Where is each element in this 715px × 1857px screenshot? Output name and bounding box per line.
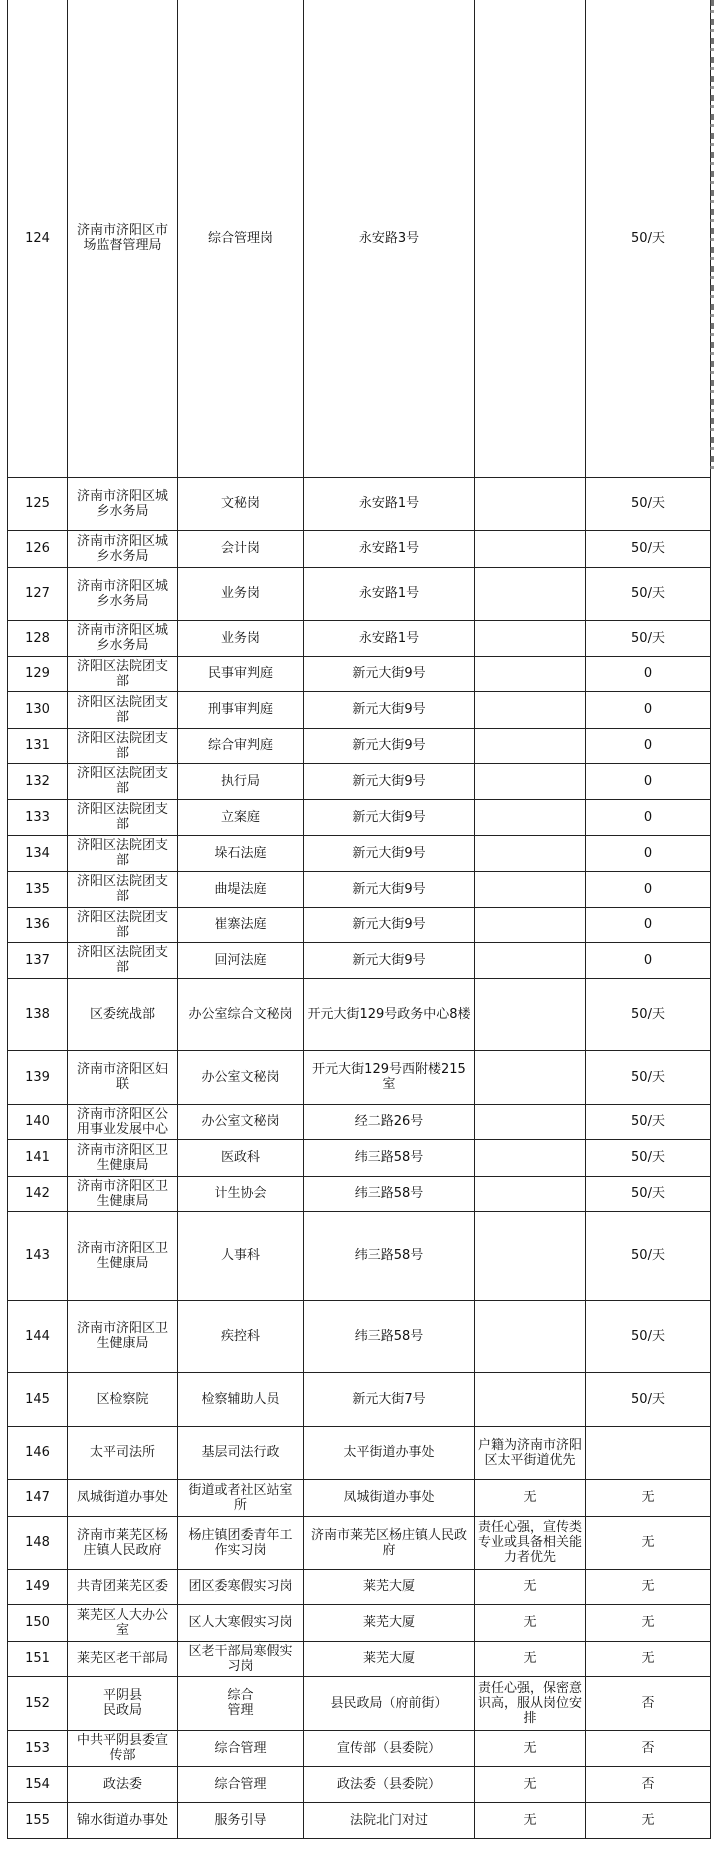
address-cell: 永安路1号: [304, 620, 475, 656]
requirement-cell: [475, 1372, 586, 1426]
requirement-cell: [475, 1211, 586, 1300]
position-cell: 综合管理: [178, 1766, 304, 1802]
row-number-cell: 144: [8, 1300, 68, 1372]
requirement-cell: 责任心强，宣传类专业或具备相关能力者优先: [475, 1516, 586, 1569]
address-cell: 新元大街9号: [304, 656, 475, 691]
address-cell: 新元大街9号: [304, 835, 475, 871]
position-cell: 团区委寒假实习岗: [178, 1569, 304, 1604]
unit-cell: 平阴县 民政局: [68, 1676, 178, 1730]
requirement-cell: 无: [475, 1569, 586, 1604]
unit-cell: 济阳区法院团支部: [68, 691, 178, 728]
position-cell: 回河法庭: [178, 942, 304, 978]
requirement-cell: [475, 799, 586, 835]
requirement-cell: 无: [475, 1641, 586, 1676]
unit-cell: 济阳区法院团支部: [68, 656, 178, 691]
unit-cell: 济南市济阳区卫生健康局: [68, 1300, 178, 1372]
pay-cell: 50/天: [586, 477, 711, 530]
row-number-cell: 145: [8, 1372, 68, 1426]
address-cell: 莱芜大厦: [304, 1569, 475, 1604]
pay-cell: 无: [586, 1479, 711, 1516]
row-number-cell: 137: [8, 942, 68, 978]
unit-cell: 区委统战部: [68, 978, 178, 1050]
position-cell: 文秘岗: [178, 477, 304, 530]
address-cell: 新元大街9号: [304, 799, 475, 835]
table-row: [8, 1802, 711, 1838]
requirement-cell: 无: [475, 1802, 586, 1838]
position-cell: 医政科: [178, 1139, 304, 1176]
requirement-cell: 无: [475, 1479, 586, 1516]
row-number-cell: 125: [8, 477, 68, 530]
requirement-cell: 无: [475, 1766, 586, 1802]
table-row: [8, 1766, 711, 1802]
row-number-cell: 124: [8, 0, 68, 477]
pay-cell: 否: [586, 1676, 711, 1730]
address-cell: 太平街道办事处: [304, 1426, 475, 1479]
pay-cell: [586, 1426, 711, 1479]
row-number-cell: 140: [8, 1104, 68, 1139]
table-row: [8, 656, 711, 691]
requirement-cell: [475, 530, 586, 567]
table-body: [8, 0, 711, 1838]
position-cell: 刑事审判庭: [178, 691, 304, 728]
row-number-cell: 139: [8, 1050, 68, 1104]
position-cell: 检察辅助人员: [178, 1372, 304, 1426]
requirement-cell: [475, 1050, 586, 1104]
position-cell: 街道或者社区站室所: [178, 1479, 304, 1516]
table-row: [8, 0, 711, 477]
pay-cell: 50/天: [586, 530, 711, 567]
table-row: [8, 1176, 711, 1211]
unit-cell: 太平司法所: [68, 1426, 178, 1479]
requirement-cell: 无: [475, 1730, 586, 1766]
row-number-cell: 138: [8, 978, 68, 1050]
table-row: [8, 477, 711, 530]
address-cell: 法院北门对过: [304, 1802, 475, 1838]
unit-cell: 政法委: [68, 1766, 178, 1802]
row-number-cell: 152: [8, 1676, 68, 1730]
address-cell: 济南市莱芜区杨庄镇人民政府: [304, 1516, 475, 1569]
pay-cell: 无: [586, 1641, 711, 1676]
document-sheet: [7, 0, 710, 1839]
requirement-cell: [475, 1104, 586, 1139]
table-row: [8, 871, 711, 907]
unit-cell: 莱芜区人大办公室: [68, 1604, 178, 1641]
address-cell: 新元大街9号: [304, 691, 475, 728]
pay-cell: 无: [586, 1604, 711, 1641]
address-cell: 宣传部（县委院）: [304, 1730, 475, 1766]
table-row: [8, 835, 711, 871]
position-cell: 办公室综合文秘岗: [178, 978, 304, 1050]
pay-cell: 0: [586, 656, 711, 691]
table-row: [8, 1372, 711, 1426]
row-number-cell: 148: [8, 1516, 68, 1569]
row-number-cell: 134: [8, 835, 68, 871]
row-number-cell: 142: [8, 1176, 68, 1211]
position-cell: 杨庄镇团委青年工作实习岗: [178, 1516, 304, 1569]
row-number-cell: 151: [8, 1641, 68, 1676]
pay-cell: 50/天: [586, 1050, 711, 1104]
row-number-cell: 130: [8, 691, 68, 728]
table-row: [8, 1300, 711, 1372]
address-cell: 纬三路58号: [304, 1211, 475, 1300]
row-number-cell: 132: [8, 763, 68, 799]
table-row: [8, 1676, 711, 1730]
row-number-cell: 131: [8, 728, 68, 763]
pay-cell: 0: [586, 835, 711, 871]
address-cell: 开元大街129号西附楼215室: [304, 1050, 475, 1104]
unit-cell: 济南市济阳区城乡水务局: [68, 567, 178, 620]
positions-table: [7, 0, 711, 1839]
requirement-cell: [475, 1139, 586, 1176]
unit-cell: 济南市济阳区卫生健康局: [68, 1211, 178, 1300]
row-number-cell: 126: [8, 530, 68, 567]
table-row: [8, 763, 711, 799]
requirement-cell: 户籍为济南市济阳区太平街道优先: [475, 1426, 586, 1479]
pay-cell: 50/天: [586, 1104, 711, 1139]
row-number-cell: 141: [8, 1139, 68, 1176]
table-row: [8, 978, 711, 1050]
pay-cell: 无: [586, 1569, 711, 1604]
address-cell: 永安路1号: [304, 567, 475, 620]
table-row: [8, 1730, 711, 1766]
row-number-cell: 143: [8, 1211, 68, 1300]
row-number-cell: 128: [8, 620, 68, 656]
position-cell: 业务岗: [178, 567, 304, 620]
address-cell: 莱芜大厦: [304, 1641, 475, 1676]
pay-cell: 50/天: [586, 1372, 711, 1426]
pay-cell: 否: [586, 1730, 711, 1766]
unit-cell: 济阳区法院团支部: [68, 907, 178, 942]
table-row: [8, 1211, 711, 1300]
unit-cell: 济阳区法院团支部: [68, 871, 178, 907]
position-cell: 人事科: [178, 1211, 304, 1300]
unit-cell: 济南市济阳区卫生健康局: [68, 1139, 178, 1176]
requirement-cell: [475, 1176, 586, 1211]
position-cell: 垛石法庭: [178, 835, 304, 871]
requirement-cell: [475, 0, 586, 477]
unit-cell: 济南市莱芜区杨庄镇人民政府: [68, 1516, 178, 1569]
row-number-cell: 150: [8, 1604, 68, 1641]
address-cell: 政法委（县委院）: [304, 1766, 475, 1802]
position-cell: 综合管理: [178, 1730, 304, 1766]
cropped-edge-fragment: [710, 0, 714, 470]
requirement-cell: [475, 567, 586, 620]
requirement-cell: [475, 477, 586, 530]
unit-cell: 济阳区法院团支部: [68, 942, 178, 978]
address-cell: 开元大街129号政务中心8楼: [304, 978, 475, 1050]
row-number-cell: 147: [8, 1479, 68, 1516]
requirement-cell: 责任心强，保密意识高，服从岗位安排: [475, 1676, 586, 1730]
address-cell: 新元大街9号: [304, 728, 475, 763]
pay-cell: 50/天: [586, 567, 711, 620]
pay-cell: 0: [586, 871, 711, 907]
table-row: [8, 530, 711, 567]
unit-cell: 济南市济阳区妇联: [68, 1050, 178, 1104]
pay-cell: 50/天: [586, 1300, 711, 1372]
requirement-cell: [475, 907, 586, 942]
requirement-cell: [475, 871, 586, 907]
unit-cell: 济南市济阳区卫生健康局: [68, 1176, 178, 1211]
position-cell: 计生协会: [178, 1176, 304, 1211]
pay-cell: 0: [586, 942, 711, 978]
position-cell: 综合审判庭: [178, 728, 304, 763]
pay-cell: 50/天: [586, 1176, 711, 1211]
address-cell: 永安路1号: [304, 477, 475, 530]
row-number-cell: 127: [8, 567, 68, 620]
row-number-cell: 149: [8, 1569, 68, 1604]
address-cell: 永安路3号: [304, 0, 475, 477]
table-row: [8, 567, 711, 620]
unit-cell: 凤城街道办事处: [68, 1479, 178, 1516]
address-cell: 新元大街9号: [304, 763, 475, 799]
unit-cell: 济南市济阳区市场监督管理局: [68, 0, 178, 477]
table-row: [8, 1426, 711, 1479]
table-row: [8, 799, 711, 835]
pay-cell: 否: [586, 1766, 711, 1802]
table-row: [8, 1641, 711, 1676]
row-number-cell: 154: [8, 1766, 68, 1802]
unit-cell: 中共平阴县委宣传部: [68, 1730, 178, 1766]
pay-cell: 0: [586, 907, 711, 942]
position-cell: 基层司法行政: [178, 1426, 304, 1479]
pay-cell: 0: [586, 691, 711, 728]
unit-cell: 莱芜区老干部局: [68, 1641, 178, 1676]
position-cell: 业务岗: [178, 620, 304, 656]
pay-cell: 0: [586, 799, 711, 835]
pay-cell: 0: [586, 763, 711, 799]
unit-cell: 济阳区法院团支部: [68, 835, 178, 871]
row-number-cell: 146: [8, 1426, 68, 1479]
row-number-cell: 129: [8, 656, 68, 691]
table-row: [8, 691, 711, 728]
unit-cell: 济南市济阳区公用事业发展中心: [68, 1104, 178, 1139]
position-cell: 崔寨法庭: [178, 907, 304, 942]
position-cell: 区老干部局寒假实习岗: [178, 1641, 304, 1676]
requirement-cell: [475, 763, 586, 799]
row-number-cell: 133: [8, 799, 68, 835]
address-cell: 新元大街9号: [304, 907, 475, 942]
requirement-cell: 无: [475, 1604, 586, 1641]
position-cell: 服务引导: [178, 1802, 304, 1838]
table-row: [8, 728, 711, 763]
pay-cell: 0: [586, 728, 711, 763]
position-cell: 会计岗: [178, 530, 304, 567]
address-cell: 莱芜大厦: [304, 1604, 475, 1641]
position-cell: 办公室文秘岗: [178, 1050, 304, 1104]
row-number-cell: 155: [8, 1802, 68, 1838]
unit-cell: 区检察院: [68, 1372, 178, 1426]
requirement-cell: [475, 691, 586, 728]
requirement-cell: [475, 620, 586, 656]
unit-cell: 济阳区法院团支部: [68, 728, 178, 763]
position-cell: 执行局: [178, 763, 304, 799]
pay-cell: 50/天: [586, 1139, 711, 1176]
unit-cell: 共青团莱芜区委: [68, 1569, 178, 1604]
address-cell: 纬三路58号: [304, 1139, 475, 1176]
unit-cell: 济南市济阳区城乡水务局: [68, 530, 178, 567]
requirement-cell: [475, 728, 586, 763]
unit-cell: 济南市济阳区城乡水务局: [68, 477, 178, 530]
position-cell: 综合 管理: [178, 1676, 304, 1730]
requirement-cell: [475, 978, 586, 1050]
table-row: [8, 620, 711, 656]
pay-cell: 50/天: [586, 620, 711, 656]
pay-cell: 50/天: [586, 0, 711, 477]
unit-cell: 锦水街道办事处: [68, 1802, 178, 1838]
pay-cell: 无: [586, 1802, 711, 1838]
address-cell: 经二路26号: [304, 1104, 475, 1139]
address-cell: 县民政局（府前街）: [304, 1676, 475, 1730]
row-number-cell: 153: [8, 1730, 68, 1766]
pay-cell: 无: [586, 1516, 711, 1569]
address-cell: 新元大街9号: [304, 871, 475, 907]
table-row: [8, 1050, 711, 1104]
position-cell: 曲堤法庭: [178, 871, 304, 907]
unit-cell: 济阳区法院团支部: [68, 799, 178, 835]
address-cell: 永安路1号: [304, 530, 475, 567]
requirement-cell: [475, 656, 586, 691]
pay-cell: 50/天: [586, 978, 711, 1050]
requirement-cell: [475, 835, 586, 871]
table-row: [8, 1604, 711, 1641]
requirement-cell: [475, 1300, 586, 1372]
unit-cell: 济南市济阳区城乡水务局: [68, 620, 178, 656]
table-row: [8, 1139, 711, 1176]
position-cell: 立案庭: [178, 799, 304, 835]
table-row: [8, 1569, 711, 1604]
unit-cell: 济阳区法院团支部: [68, 763, 178, 799]
address-cell: 纬三路58号: [304, 1300, 475, 1372]
table-row: [8, 1516, 711, 1569]
table-row: [8, 1104, 711, 1139]
address-cell: 凤城街道办事处: [304, 1479, 475, 1516]
address-cell: 新元大街9号: [304, 942, 475, 978]
position-cell: 区人大寒假实习岗: [178, 1604, 304, 1641]
address-cell: 纬三路58号: [304, 1176, 475, 1211]
pay-cell: 50/天: [586, 1211, 711, 1300]
position-cell: 民事审判庭: [178, 656, 304, 691]
row-number-cell: 135: [8, 871, 68, 907]
position-cell: 疾控科: [178, 1300, 304, 1372]
address-cell: 新元大街7号: [304, 1372, 475, 1426]
requirement-cell: [475, 942, 586, 978]
position-cell: 综合管理岗: [178, 0, 304, 477]
table-row: [8, 907, 711, 942]
table-row: [8, 942, 711, 978]
table-row: [8, 1479, 711, 1516]
row-number-cell: 136: [8, 907, 68, 942]
position-cell: 办公室文秘岗: [178, 1104, 304, 1139]
